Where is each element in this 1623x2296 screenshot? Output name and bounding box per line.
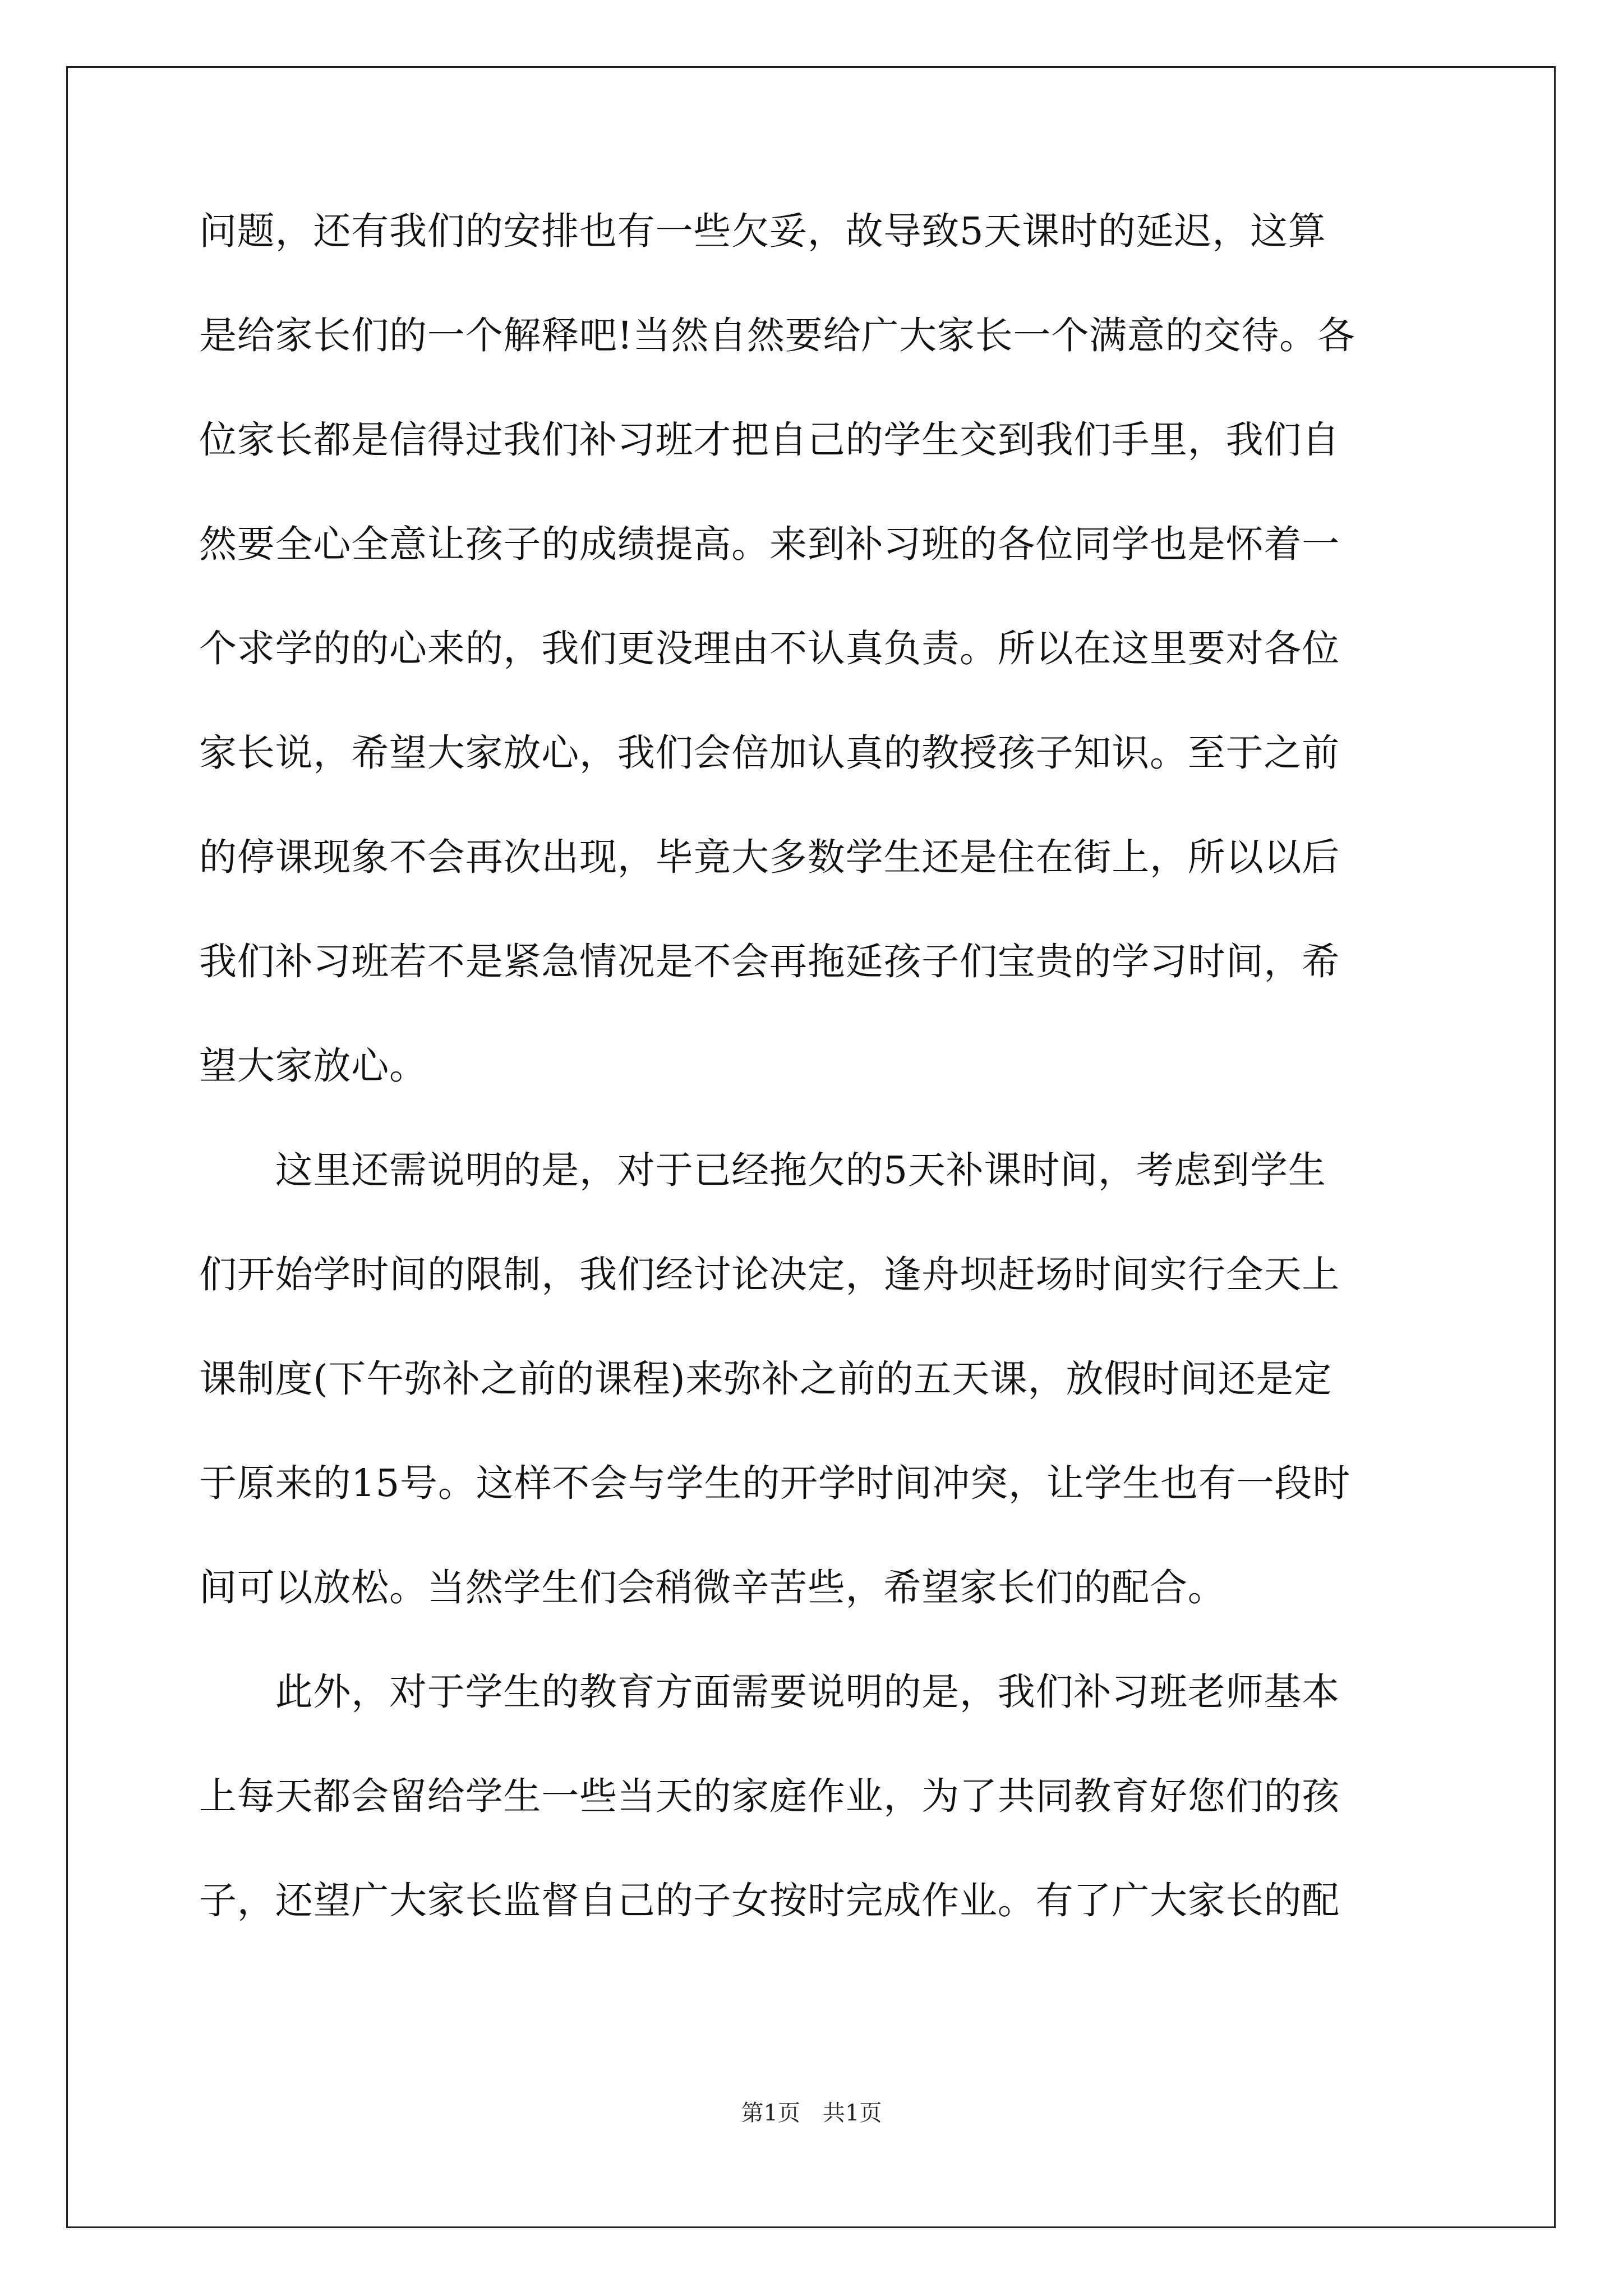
- text-line: 此外，对于学生的教育方面需要说明的是，我们补习班老师基本: [199, 1670, 1340, 1714]
- text-line: 望大家放心。: [199, 1044, 427, 1088]
- text-line: 子，还望广大家长监督自己的子女按时完成作业。有了广大家长的配: [199, 1879, 1340, 1922]
- text-line: 间可以放松。当然学生们会稍微辛苦些，希望家长们的配合。: [199, 1566, 1226, 1609]
- text-line: 问题，还有我们的安排也有一些欠妥，故导致5天课时的延迟，这算: [199, 209, 1326, 253]
- text-line: 上每天都会留给学生一些当天的家庭作业，为了共同教育好您们的孩: [199, 1774, 1340, 1818]
- text-line: 家长说，希望大家放心，我们会倍加认真的教授孩子知识。至于之前: [199, 731, 1340, 775]
- text-line: 的停课现象不会再次出现，毕竟大多数学生还是住在街上，所以以后: [199, 835, 1340, 879]
- page-number-footer: 第1页 共1页: [741, 2100, 882, 2126]
- text-line: 这里还需说明的是，对于已经拖欠的5天补课时间，考虑到学生: [199, 1148, 1326, 1192]
- text-line: 我们补习班若不是紧急情况是不会再拖延孩子们宝贵的学习时间，希: [199, 940, 1340, 983]
- text-line: 于原来的15号。这样不会与学生的开学时间冲突，让学生也有一段时: [199, 1461, 1351, 1505]
- text-line: 是给家长们的一个解释吧!当然自然要给广大家长一个满意的交待。各: [199, 314, 1355, 357]
- text-line: 个求学的的心来的，我们更没理由不认真负责。所以在这里要对各位: [199, 627, 1340, 670]
- text-line: 们开始学时间的限制，我们经讨论决定，逢舟坝赶场时间实行全天上: [199, 1253, 1340, 1296]
- text-line: 位家长都是信得过我们补习班才把自己的学生交到我们手里，我们自: [199, 418, 1340, 462]
- text-line: 然要全心全意让孩子的成绩提高。来到补习班的各位同学也是怀着一: [199, 522, 1340, 566]
- text-line: 课制度(下午弥补之前的课程)来弥补之前的五天课，放假时间还是定: [199, 1357, 1332, 1401]
